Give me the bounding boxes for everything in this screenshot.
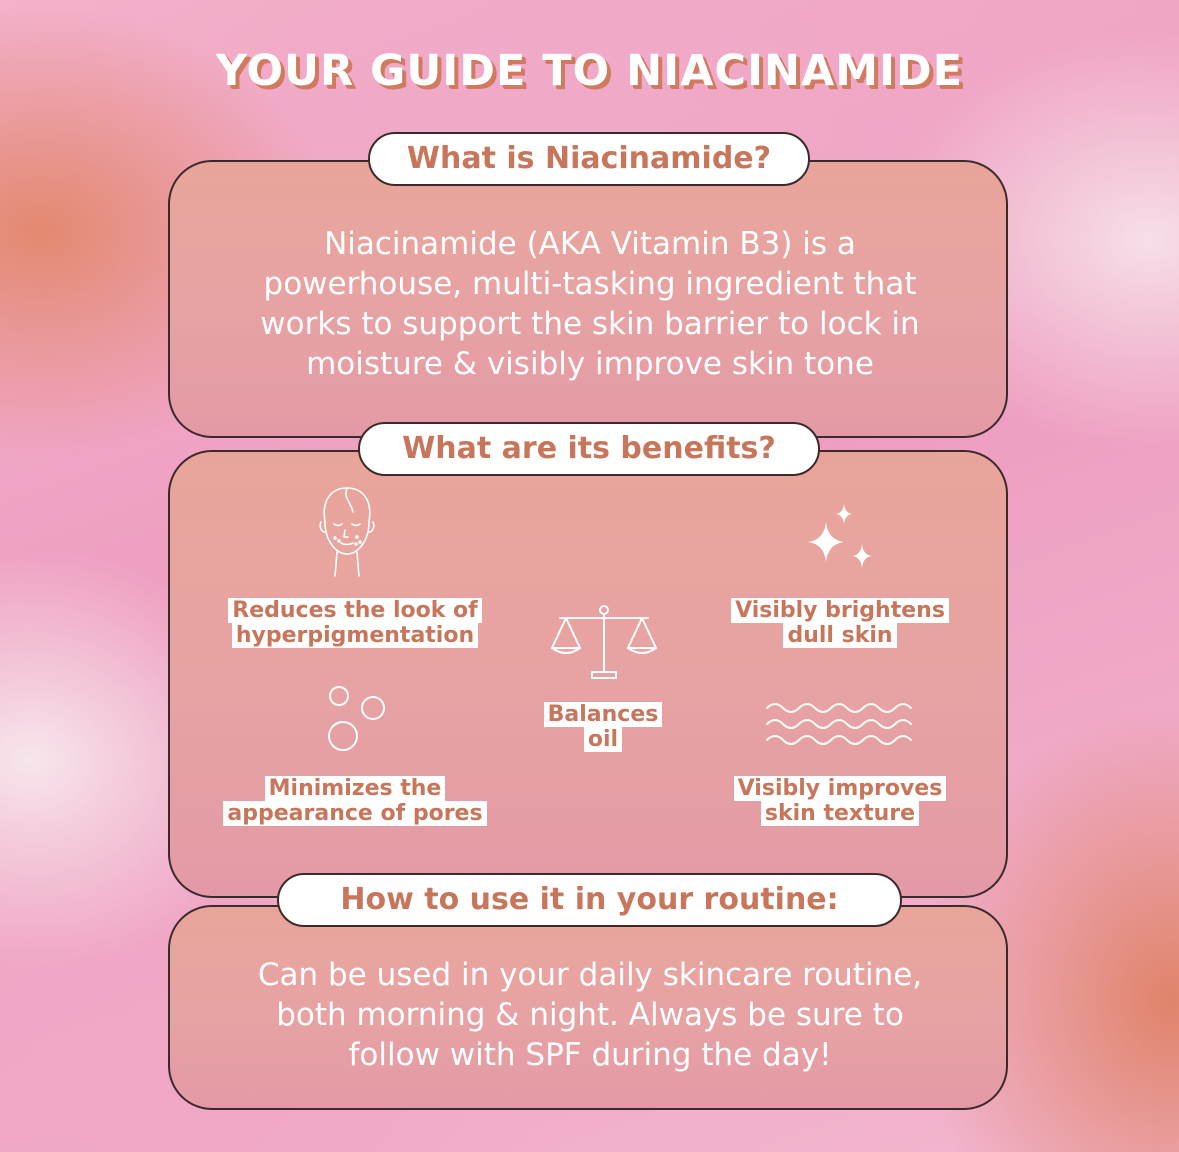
waves-icon (765, 698, 915, 750)
routine-heading: How to use it in your routine: (277, 873, 902, 927)
what-is-text (180, 224, 1000, 384)
benefit-label-line: skin texture (761, 801, 919, 826)
what-is-line: Niacinamide (AKA Vitamin B3) is a (324, 226, 856, 262)
benefit-texture (720, 776, 960, 826)
page-title: YOUR GUIDE TO NIACINAMIDE (215, 46, 964, 96)
benefit-balances-oil (530, 702, 676, 752)
benefits-heading: What are its benefits? (358, 422, 820, 476)
routine-line: follow with SPF during the day! (348, 1037, 832, 1073)
benefit-label-line: dull skin (783, 623, 896, 648)
scale-icon (546, 602, 662, 682)
face-icon (315, 484, 379, 580)
pores-icon (323, 684, 393, 756)
what-is-heading: What is Niacinamide? (368, 132, 810, 186)
benefit-label-line: Visibly improves (734, 776, 947, 801)
benefit-label-line: Balances (544, 702, 663, 727)
routine-line: Can be used in your daily skincare routine, (257, 957, 923, 993)
benefit-brightens (720, 598, 960, 648)
benefit-label-line: oil (584, 727, 622, 752)
benefit-label-line: hyperpigmentation (232, 623, 478, 648)
benefit-label-line: Visibly brightens (731, 598, 949, 623)
benefit-label-line: Reduces the look of (228, 598, 482, 623)
benefit-label-line: appearance of pores (223, 801, 486, 826)
routine-text (180, 955, 1000, 1075)
benefit-hyperpigmentation (210, 598, 500, 648)
what-is-line: works to support the skin barrier to lock in (260, 306, 920, 342)
what-is-line: powerhouse, multi-tasking ingredient that (263, 266, 917, 302)
routine-line: both morning & night. Always be sure to (276, 997, 904, 1033)
benefit-label-line: Minimizes the (265, 776, 446, 801)
benefit-pores (210, 776, 500, 826)
what-is-line: moisture & visibly improve skin tone (306, 346, 874, 382)
sparkles-icon (798, 500, 878, 580)
